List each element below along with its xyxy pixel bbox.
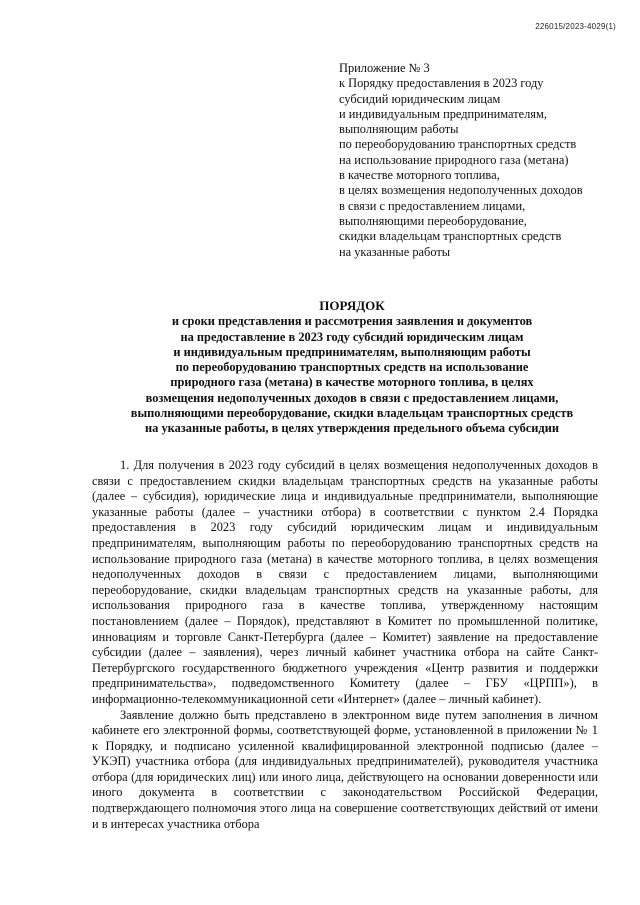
appendix-line: к Порядку предоставления в 2023 году	[339, 76, 544, 91]
appendix-line: в связи с предоставлением лицами,	[339, 198, 526, 213]
appendix-line: выполняющим работы	[339, 122, 459, 137]
body-paragraph-1: 1. Для получения в 2023 году субсидий в целях возмещения недополученных доходов в связи с предоставлением скидки владельцам транспортных средств на указанные работы (далее – субсидия), юридические лица и индивидуальные предприниматели, выполняющие указанные работы (далее – участники отбора) в соответствии с пунктом 2.4 Порядка предоставления в 2023 году субсидий юридическим лицам и индивидуальным предпринимателям, выполняющим работы по переоборудованию транспортных средств на использование природного газа (метана) в качестве моторного топлива, в целях возмещения недополученных доходов в связи с предоставлением лицами, выполняющими переоборудование, скидки владельцам транспортных средств на указанные работы, для использования природного газа в качестве топлива, утвержденному настоящим постановлением (далее – Порядок), представляют в Комитет по промышленной политике, инновациям и торговле Санкт-Петербурга (далее – Комитет) заявление на предоставление субсидии (далее – заявления), через личный кабинет участника отбора на сайте Санкт-Петербургского государственного бюджетного учреждения «Центр развития и поддержки предпринимательства», подведомственного Комитету (далее – ГБУ «ЦРПП»), в информационно-телекоммуникационной сети «Интернет» (далее – личный кабинет).	[92, 458, 598, 706]
heading-line: возмещения недополученных доходов в связи с предоставлением лицами,	[145, 390, 559, 405]
appendix-line: скидки владельцам транспортных средств	[339, 229, 562, 244]
heading-line: и сроки представления и рассмотрения заявления и документов	[171, 314, 533, 329]
document-body	[92, 458, 598, 832]
appendix-reference	[339, 61, 619, 260]
heading-line: по переоборудованию транспортных средств на использование	[175, 360, 529, 375]
heading-line: на указанные работы, в целях утверждения предельного объема субсидии	[145, 421, 559, 436]
document-heading	[92, 298, 612, 437]
appendix-line: и индивидуальным предпринимателям,	[339, 106, 547, 121]
appendix-line: субсидий юридическим лицам	[339, 91, 501, 106]
document-title: ПОРЯДОК	[319, 298, 385, 313]
heading-line: и индивидуальным предпринимателям, выполняющим работы	[173, 344, 531, 359]
appendix-line: в целях возмещения недополученных доходов	[339, 183, 583, 198]
document-number: 226015/2023-4029(1)	[535, 22, 616, 31]
appendix-line: на указанные работы	[339, 244, 451, 259]
appendix-line: выполняющими переоборудование,	[339, 213, 527, 228]
appendix-line: Приложение № 3	[339, 61, 430, 75]
appendix-line: в качестве моторного топлива,	[339, 168, 500, 183]
heading-line: выполняющими переоборудование, скидки владельцам транспортных средств	[130, 406, 574, 421]
body-paragraph-2: Заявление должно быть представлено в электронном виде путем заполнения в личном кабинете его электронной формы, соответствующей форме, установленной в приложении № 1 к Порядку, и подписано усиленной квалифицированной электронной подписью (далее – УКЭП) участника отбора (для индивидуальных предпринимателей), руководителя участника отбора (для юридических лиц) или иного лица, действующего на основании доверенности или иного документа в соответствии с законодательством Российской Федерации, подтверждающего полномочия этого лица на совершение соответствующих действий от имени и в интересах участника отбора	[92, 707, 598, 831]
heading-line: природного газа (метана) в качестве моторного топлива, в целях	[170, 375, 534, 390]
appendix-line: на использование природного газа (метана)	[339, 152, 569, 167]
heading-line: на предоставление в 2023 году субсидий юридическим лицам	[180, 329, 524, 344]
appendix-line: по переоборудованию транспортных средств	[339, 137, 577, 152]
